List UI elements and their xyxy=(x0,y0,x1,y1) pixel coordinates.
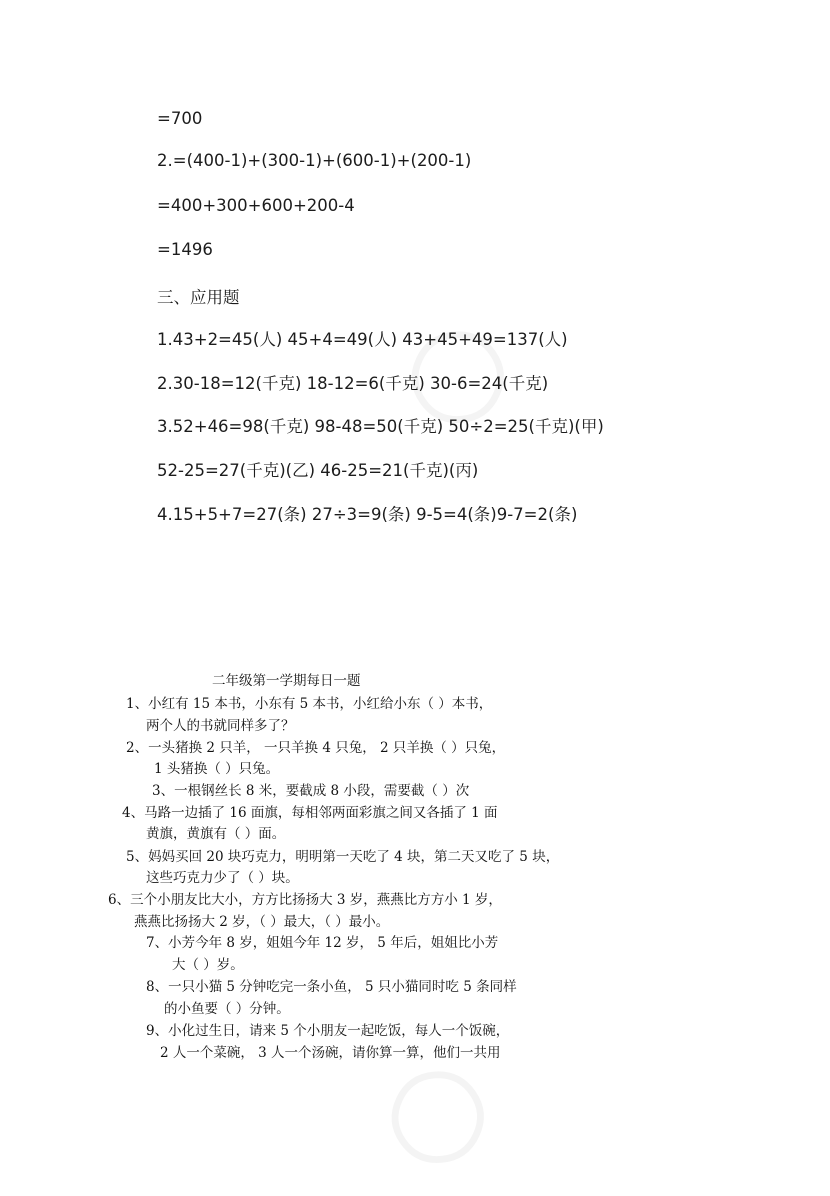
application-answer: 2.30-18=12(千克) 18-12=6(千克) 30-6=24(千克) xyxy=(157,374,549,393)
worksheet-line: 黄旗，黄旗有（ ）面。 xyxy=(146,826,286,842)
worksheet-line: 4、马路一边插了 16 面旗，每相邻两面彩旗之间又各插了 1 面 xyxy=(122,805,498,821)
application-answer: 4.15+5+7=27(条) 27÷3=9(条) 9-5=4(条)9-7=2(条) xyxy=(157,505,578,524)
section-heading: 三、应用题 xyxy=(157,288,240,307)
worksheet-line: 7、小芳今年 8 岁，姐姐今年 12 岁， 5 年后，姐姐比小芳 xyxy=(146,935,499,951)
worksheet-line: 6、三个小朋友比大小，方方比扬扬大 3 岁，燕燕比方方小 1 岁， xyxy=(108,892,502,908)
answer-line: =400+300+600+200-4 xyxy=(157,196,355,215)
answer-line: 2.=(400-1)+(300-1)+(600-1)+(200-1) xyxy=(157,151,472,170)
worksheet-line: 两个人的书就同样多了？ xyxy=(146,718,295,734)
worksheet-line: 2 人一个菜碗， 3 人一个汤碗，请你算一算，他们一共用 xyxy=(160,1045,501,1061)
worksheet-line: 9、小化过生日，请来 5 个小朋友一起吃饭，每人一个饭碗， xyxy=(146,1023,510,1039)
worksheet-title: 二年级第一学期每日一题 xyxy=(212,673,361,689)
worksheet-line: 的小鱼要（ ）分钟。 xyxy=(164,1001,290,1017)
worksheet-line: 5、妈妈买回 20 块巧克力，明明第一天吃了 4 块，第二天又吃了 5 块， xyxy=(126,849,560,865)
worksheet-line: 这些巧克力少了（ ）块。 xyxy=(146,870,299,886)
worksheet-line: 1、小红有 15 本书，小东有 5 本书，小红给小东（ ）本书， xyxy=(126,696,493,712)
application-answer: 52-25=27(千克)(乙) 46-25=21(千克)(丙) xyxy=(157,461,479,480)
worksheet-line: 大（ ）岁。 xyxy=(172,957,244,973)
answer-line: =700 xyxy=(157,109,203,128)
application-answer: 3.52+46=98(千克) 98-48=50(千克) 50÷2=25(千克)(甲) xyxy=(157,417,604,436)
application-answer: 1.43+2=45(人) 45+4=49(人) 43+45+49=137(人) xyxy=(157,330,568,349)
worksheet-line: 2、一头猪换 2 只羊， 一只羊换 4 只兔， 2 只羊换（ ）只兔， xyxy=(126,740,506,756)
worksheet-line: 3、一根钢丝长 8 米，要截成 8 小段，需要截（ ）次 xyxy=(152,783,470,799)
answer-line: =1496 xyxy=(157,240,213,259)
worksheet-line: 燕燕比扬扬大 2 岁，（ ）最大，（ ）最小。 xyxy=(134,914,390,930)
worksheet-line: 1 头猪换（ ）只兔。 xyxy=(154,761,280,777)
worksheet-line: 8、一只小猫 5 分钟吃完一条小鱼， 5 只小猫同时吃 5 条同样 xyxy=(146,979,517,995)
